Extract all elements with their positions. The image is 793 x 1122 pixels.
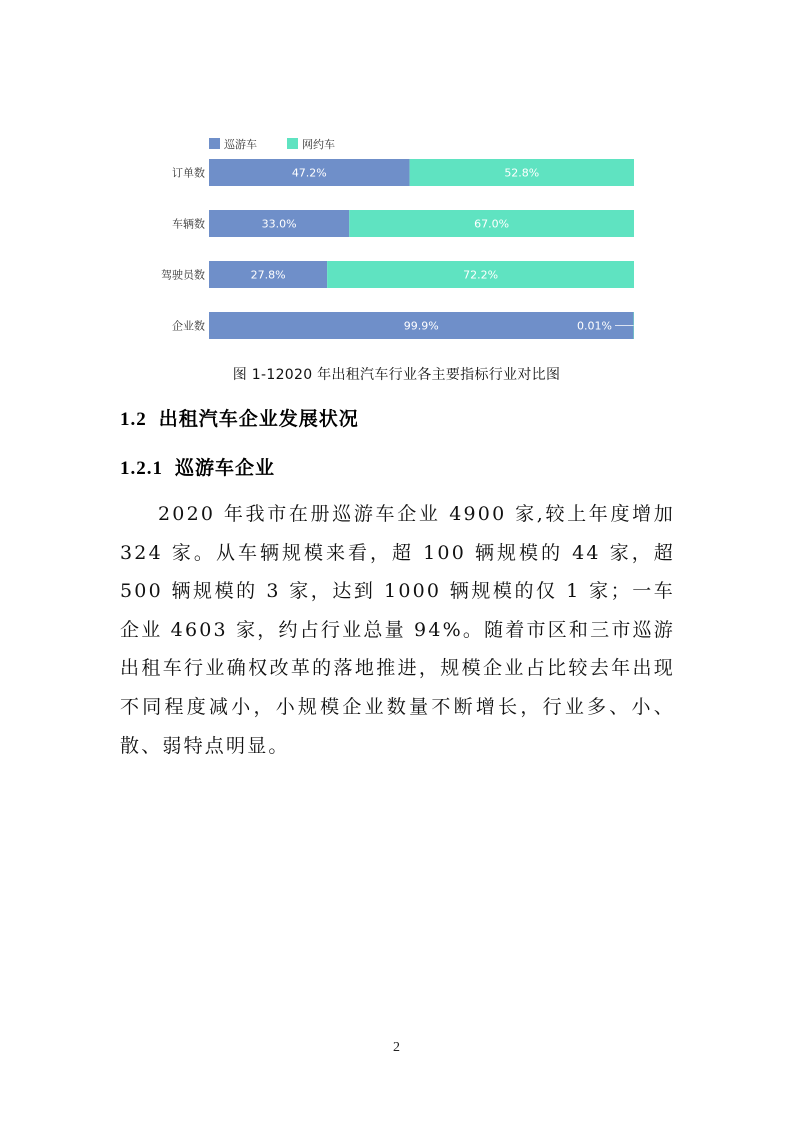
subsection-number: 1.2.1 [120, 458, 163, 479]
category-label-2: 驾驶员数 [161, 268, 205, 282]
legend-swatch-0 [209, 138, 220, 149]
data-label-1-1: 67.0% [474, 217, 510, 231]
data-label-0-2: 27.8% [250, 268, 286, 282]
legend-swatch-1 [287, 138, 298, 149]
data-label-0-3: 99.9% [403, 319, 439, 333]
data-label-0-1: 33.0% [261, 217, 297, 231]
page-number: 2 [393, 1040, 400, 1055]
data-label-1-0: 52.8% [504, 166, 540, 180]
section-title: 出租汽车企业发展状况 [158, 408, 359, 430]
section-heading [120, 404, 359, 431]
legend-label-0: 巡游车 [224, 138, 257, 151]
body-paragraph: 2020 年我市在册巡游车企业 4900 家,较上年度增加 324 家。从车辆规模来看，超 100 辆规模的 44 家，超 500 辆规模的 3 家，达到 1000 辆规模的仅 1 家；一车企业 4603 家，约占行业总量 94%。随着市区和三市巡游出租车行业确权改革的落地推进，规模企业占比较去年出现不同程度减小，小规模企业数量不断增长，行业多、小、散、弱特点明显。 [120, 503, 675, 757]
subsection-heading [120, 453, 275, 480]
data-label-1-3: 0.01% [577, 319, 612, 333]
data-label-0-0: 47.2% [291, 166, 327, 180]
data-label-1-2: 72.2% [463, 268, 499, 282]
figure-caption: 图 1-12020 年出租汽车行业各主要指标行业对比图 [232, 367, 561, 383]
indicator-comparison-chart [150, 128, 650, 348]
section-number: 1.2 [120, 409, 147, 430]
category-label-0: 订单数 [172, 166, 205, 180]
category-label-3: 企业数 [172, 319, 205, 333]
legend-label-1: 网约车 [302, 138, 335, 151]
subsection-title: 巡游车企业 [175, 457, 276, 479]
category-label-1: 车辆数 [172, 217, 205, 231]
